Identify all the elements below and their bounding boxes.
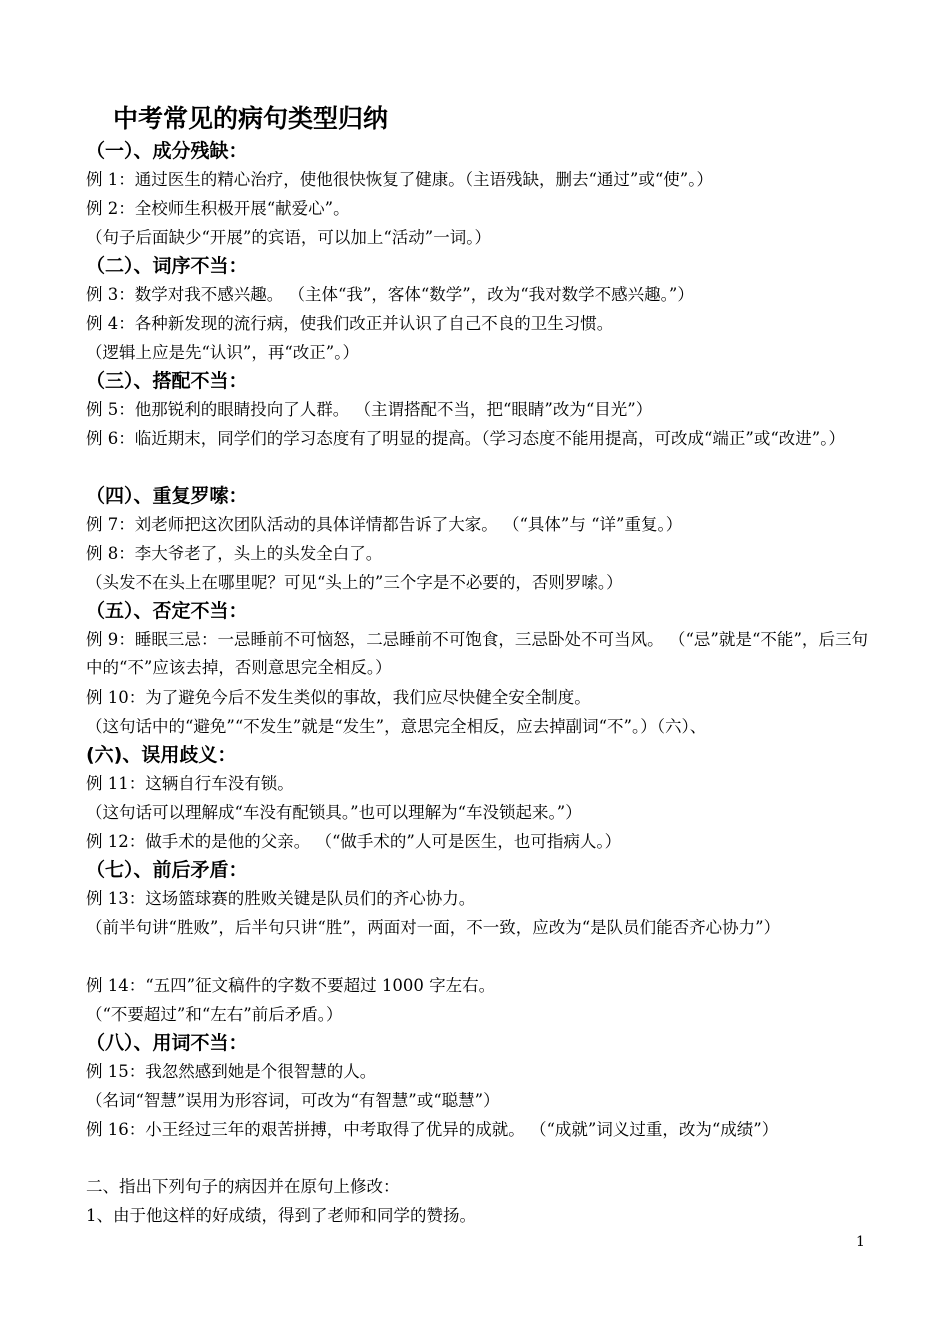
- section-heading-6: (六)、误用歧义：: [86, 744, 237, 766]
- example-paragraph: 例 9：睡眠三忌：一忌睡前不可恼怒，二忌睡前不可饱食，三忌卧处不可当风。 （“忌”就是“不能”，后三句中的“不”应该去掉，否则意思完全相反。）: [86, 630, 868, 677]
- example-line: 例 4：各种新发现的流行病，使我们改正并认识了自己不良的卫生习惯。: [86, 314, 614, 333]
- example-line: 例 3：数学对我不感兴趣。 （主体“我”，客体“数学”，改为“我对数学不感兴趣。”）: [86, 285, 694, 304]
- explanation-line: （这句话可以理解成“车没有配锁具。”也可以理解为“车没锁起来。”）: [86, 803, 582, 822]
- example-paragraph: 例 6：临近期末，同学们的学习态度有了明显的提高。（学习态度不能用提高，可改成“端正”或“改进”。）: [86, 429, 845, 448]
- example-line: 例 14：“五四”征文稿件的字数不要超过 1000 字左右。: [86, 976, 496, 995]
- example-line: 例 5：他那锐利的眼睛投向了人群。 （主谓搭配不当，把“眼睛”改为“目光”）: [86, 400, 653, 419]
- explanation-line: （逻辑上应是先“认识”，再“改正”。）: [86, 343, 359, 362]
- example-line: 例 13：这场篮球赛的胜败关键是队员们的齐心协力。: [86, 889, 476, 908]
- section-heading-1: （一）、成分残缺：: [86, 140, 248, 162]
- document-title: 中考常见的病句类型归纳: [113, 104, 389, 133]
- example-line: 例 2：全校师生积极开展“献爱心”。: [86, 199, 350, 218]
- section-heading-7: （七）、前后矛盾：: [86, 859, 248, 881]
- explanation-line: （头发不在头上在哪里呢？可见“头上的”三个字是不必要的，否则罗嗦。）: [86, 573, 623, 592]
- exercise-item: 1、由于他这样的好成绩，得到了老师和同学的赞扬。: [86, 1206, 476, 1225]
- explanation-line: （这句话中的“避免”“不发生”就是“发生”，意思完全相反，应去掉副词“不”。）（六）、: [86, 717, 707, 736]
- example-line: 例 1：通过医生的精心治疗，使他很快恢复了健康。（主语残缺，删去“通过”或“使”。）: [86, 170, 713, 189]
- example-line: 例 8：李大爷老了，头上的头发全白了。: [86, 544, 383, 563]
- section-heading-4: （四）、重复罗嗦：: [86, 485, 248, 507]
- section-heading-3: （三）、搭配不当：: [86, 370, 248, 392]
- explanation-paragraph: （前半句讲“胜败”，后半句只讲“胜”，两面对一面，不一致，应改为“是队员们能否齐心协力”）: [86, 918, 781, 937]
- section-heading-5: （五）、否定不当：: [86, 600, 248, 622]
- exercise-heading: 二、指出下列句子的病因并在原句上修改：: [86, 1177, 400, 1196]
- explanation-line: （“不要超过”和“左右”前后矛盾。）: [86, 1005, 343, 1024]
- explanation-line: （句子后面缺少“开展”的宾语，可以加上“活动”一词。）: [86, 228, 491, 247]
- example-line: 例 15：我忽然感到她是个很智慧的人。: [86, 1062, 377, 1081]
- explanation-line: （名词“智慧”误用为形容词，可改为“有智慧”或“聪慧”）: [86, 1091, 500, 1110]
- page-number: 1: [856, 1234, 865, 1250]
- example-line: 例 7：刘老师把这次团队活动的具体详情都告诉了大家。 （“具体”与 “详”重复。）: [86, 515, 683, 534]
- example-line: 例 12：做手术的是他的父亲。 （“做手术的”人可是医生，也可指病人。）: [86, 832, 622, 851]
- example-paragraph: 例 16：小王经过三年的艰苦拼搏，中考取得了优异的成就。 （“成就”词义过重，改为“成绩”）: [86, 1120, 779, 1139]
- section-heading-8: （八）、用词不当：: [86, 1032, 248, 1054]
- section-heading-2: （二）、词序不当：: [86, 255, 248, 277]
- example-line: 例 11：这辆自行车没有锁。: [86, 774, 294, 793]
- example-line: 例 10：为了避免今后不发生类似的事故，我们应尽快健全安全制度。: [86, 688, 591, 707]
